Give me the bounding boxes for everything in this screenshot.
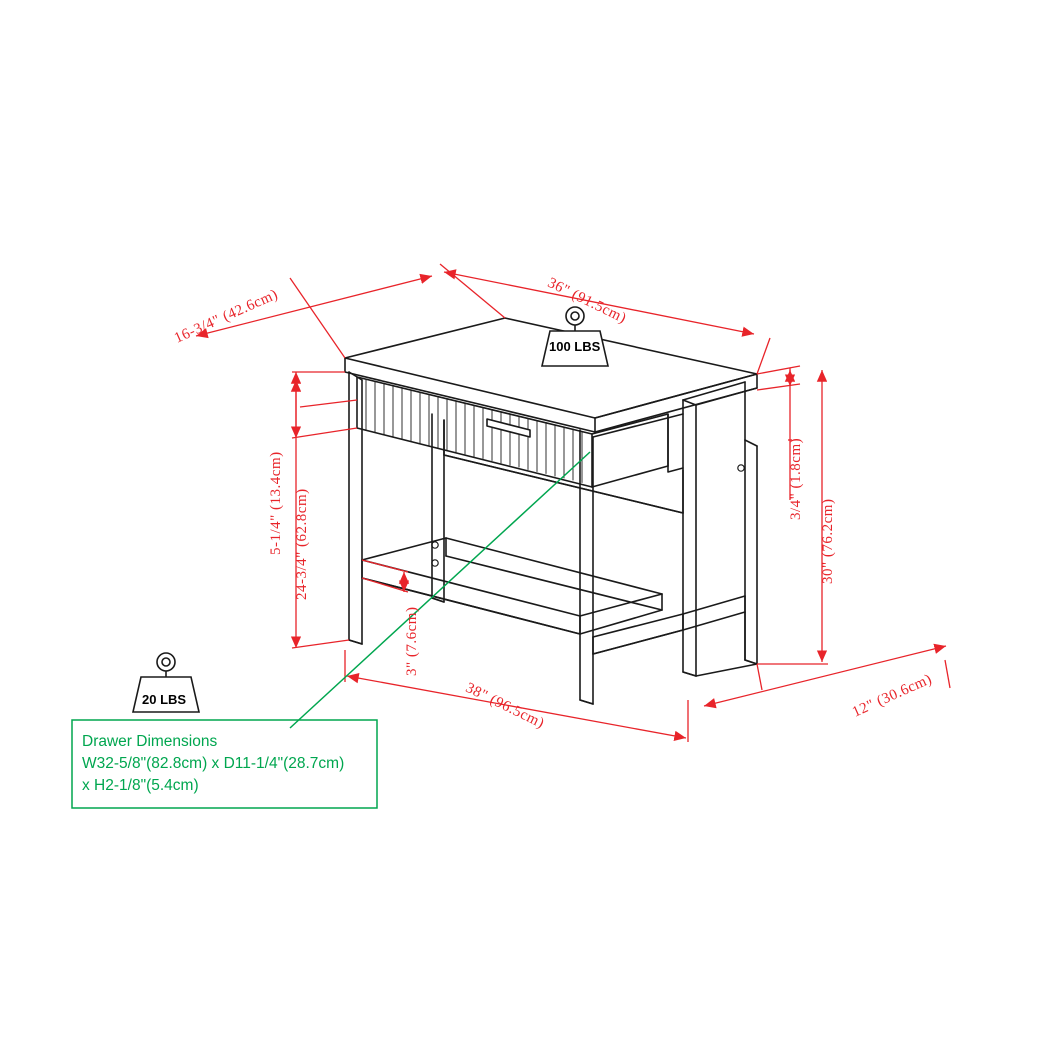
- dim-shelf-thickness: 3" (7.6cm): [404, 606, 420, 676]
- dim-apron-to-floor: 24-3/4" (62.8cm): [294, 488, 310, 600]
- dim-total-depth: 12" (30.6cm): [850, 671, 935, 721]
- weight-label-20: 20 LBS: [142, 692, 187, 707]
- callout-line-2: W32-5/8"(82.8cm) x D11-1/4"(28.7cm): [82, 755, 345, 772]
- weight-label-100: 100 LBS: [549, 339, 601, 354]
- dim-width-top: 36" (91.5cm): [544, 275, 629, 327]
- dim-total-height: 30" (76.2cm): [820, 498, 836, 584]
- callout-line-1: Drawer Dimensions: [82, 733, 218, 750]
- dim-drawer-height: 5-1/4" (13.4cm): [268, 451, 284, 555]
- dim-depth-top: 16-3/4" (42.6cm): [172, 286, 281, 347]
- dim-total-width: 38" (96.5cm): [462, 680, 547, 732]
- dim-top-thickness: 3/4" (1.8cm): [788, 437, 804, 520]
- callout-line-3: x H2-1/8"(5.4cm): [82, 777, 199, 794]
